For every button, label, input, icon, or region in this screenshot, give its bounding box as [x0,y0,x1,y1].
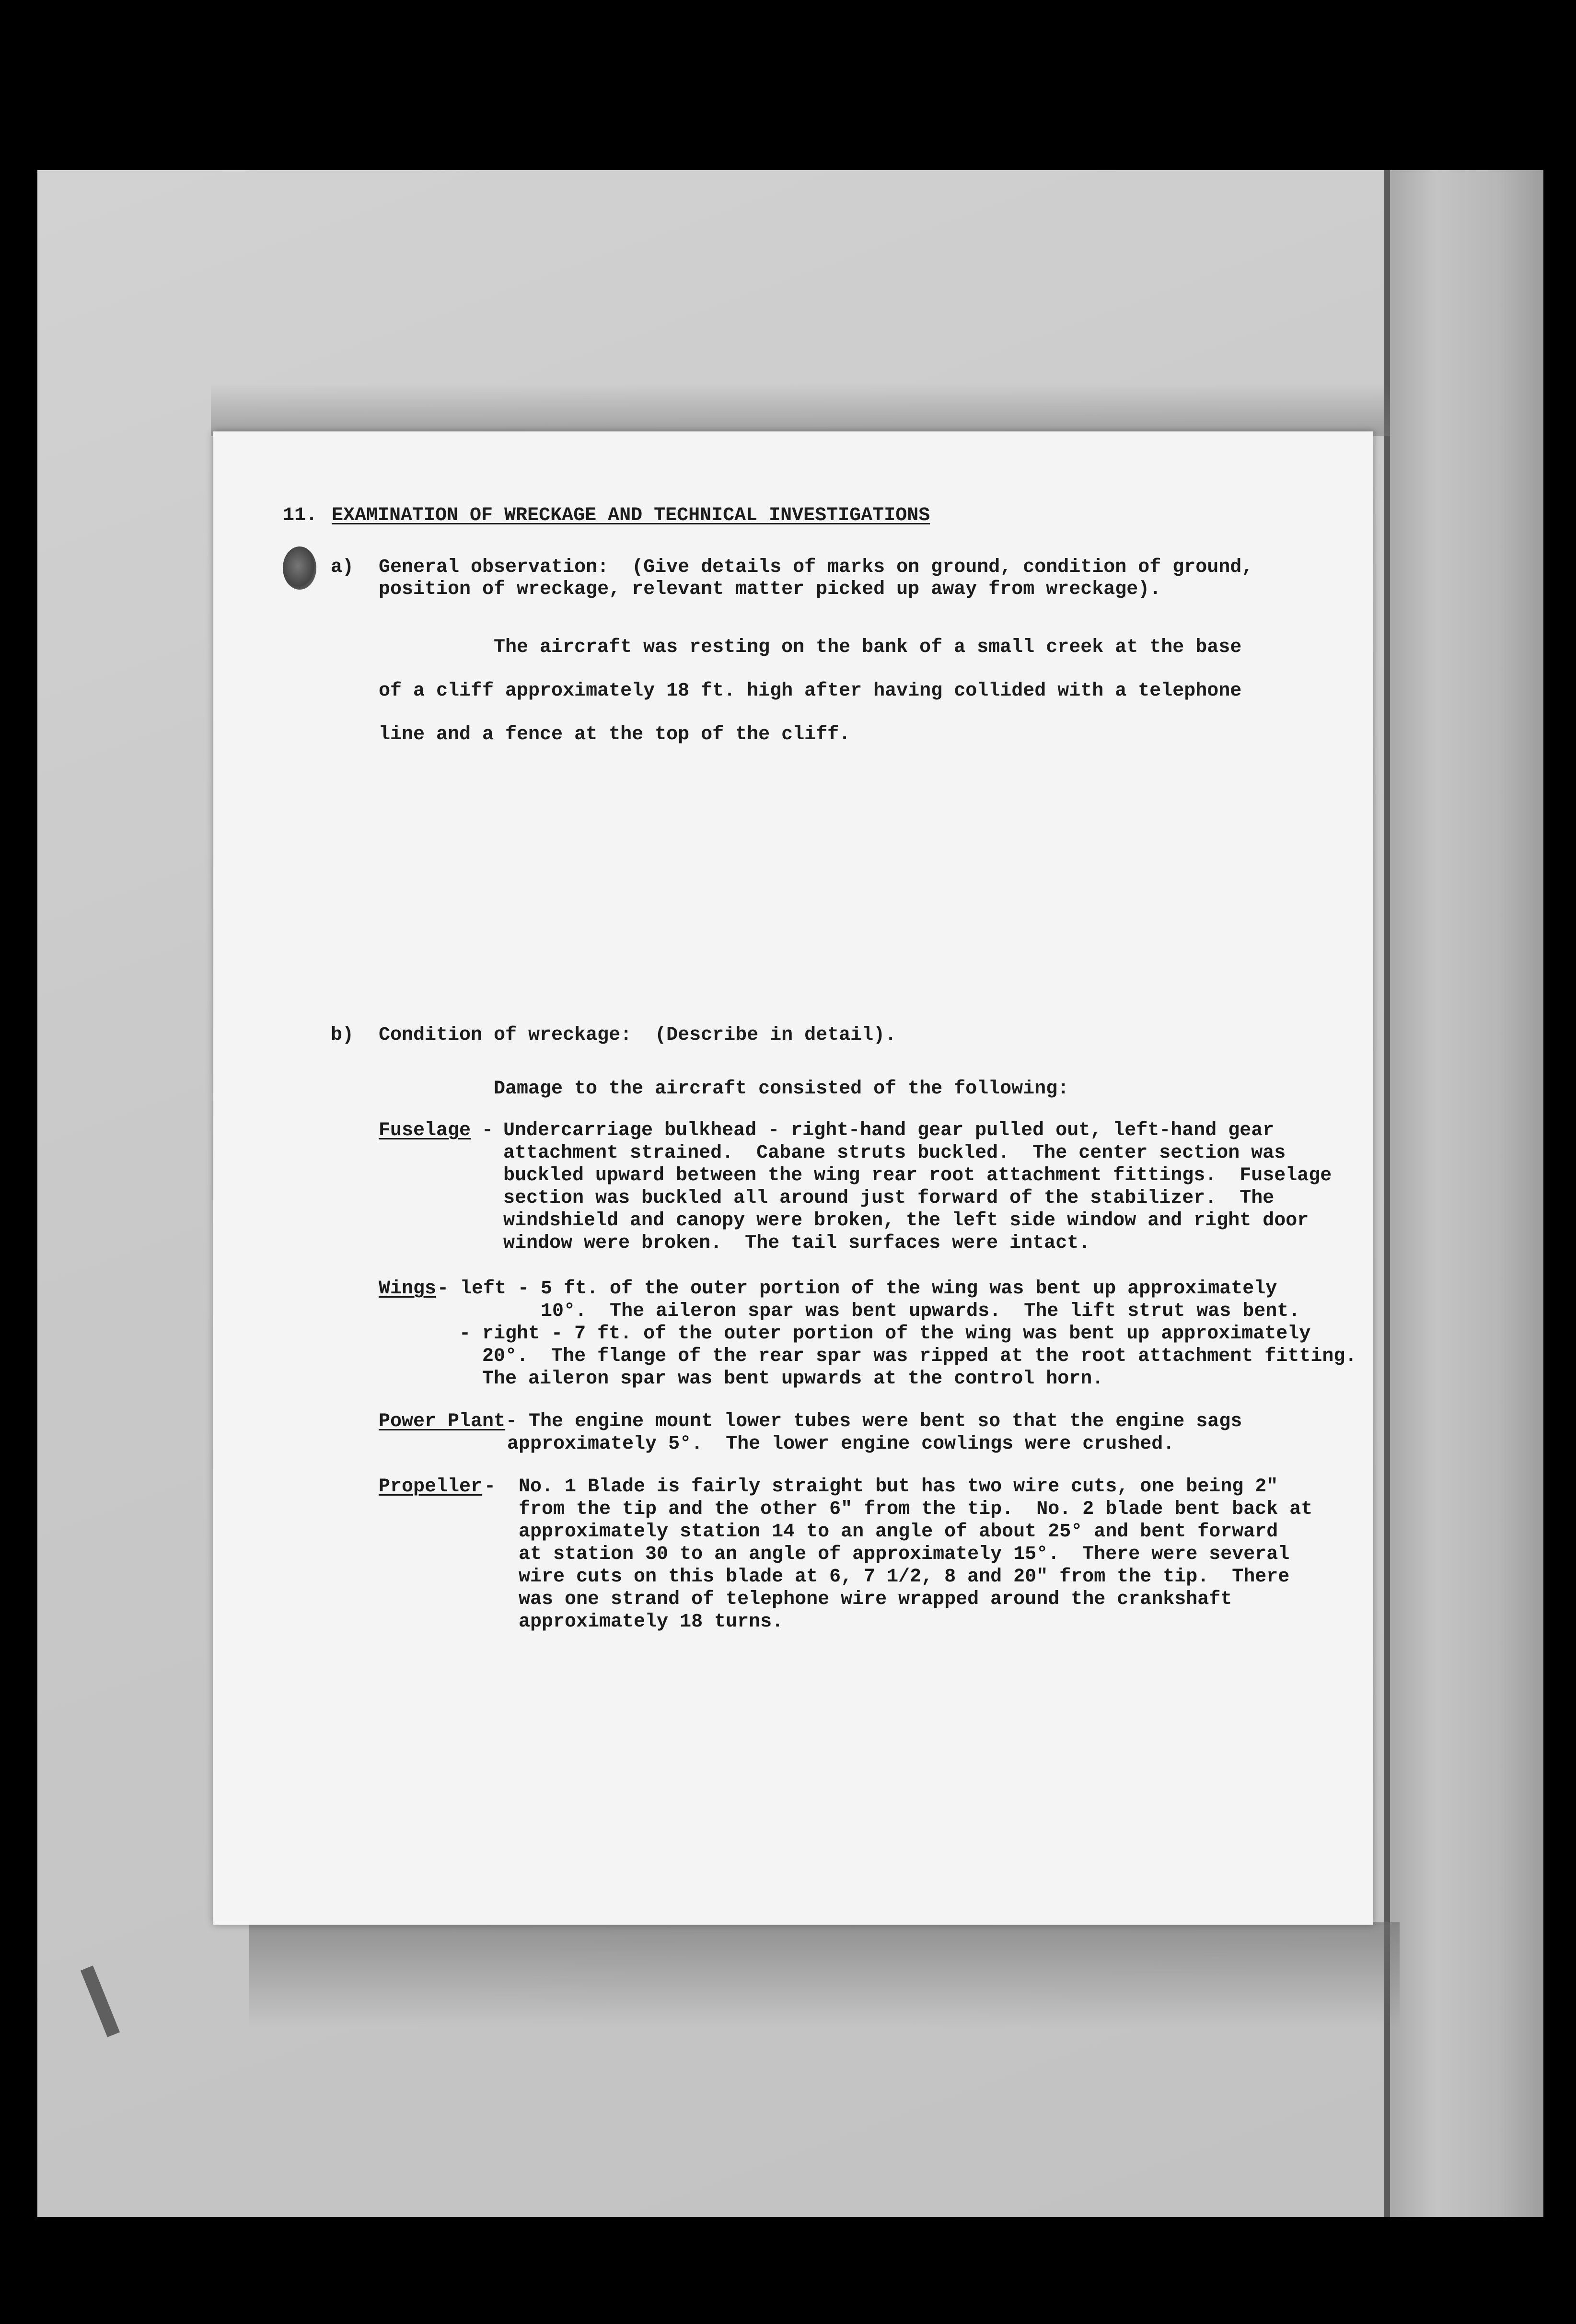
section-b-prompt: Condition of wreckage: (Describe in detail). [379,1024,897,1046]
section-a-body-line2: of a cliff approximately 18 ft. high after having collided with a telephone [379,680,1242,702]
page-title: EXAMINATION OF WRECKAGE AND TECHNICAL INVESTIGATIONS [332,505,930,526]
wings-category: Wings [379,1278,437,1300]
wings-line: 20°. The flange of the rear spar was ripped at the root attachment fitting. [379,1346,1357,1367]
propeller-line: approximately station 14 to an angle of about 25° and bent forward [484,1521,1278,1543]
fuselage-line: buckled upward between the wing rear root attachment fittings. Fuselage [503,1165,1332,1186]
section-a-body-line1: The aircraft was resting on the bank of a small creek at the base [494,637,1242,658]
propeller-line: from the tip and the other 6" from the tip. No. 2 blade bent back at [484,1499,1313,1520]
section-b-intro: Damage to the aircraft consisted of the following: [494,1078,1069,1100]
punch-hole [283,546,316,590]
fuselage-category: Fuselage [379,1120,471,1141]
wings-line: The aileron spar was bent upwards at the control horn. [379,1368,1104,1390]
propeller-category: Propeller [379,1476,483,1498]
wings-line: - left - 5 ft. of the outer portion of the wing was bent up approximately [437,1278,1277,1300]
wings-line: 10°. The aileron spar was bent upwards. The lift strut was bent. [437,1301,1300,1322]
power-plant-line: - The engine mount lower tubes were bent so that the engine sags [506,1411,1242,1432]
section-a-prompt-line2: position of wreckage, relevant matter picked up away from wreckage). [379,579,1161,600]
propeller-line: at station 30 to an angle of approximately 15°. There were several [484,1544,1290,1565]
fuselage-line: attachment strained. Cabane struts buckled. The center section was [503,1142,1286,1164]
section-b-label: b) [331,1024,354,1046]
propeller-line: wire cuts on this blade at 6, 7 1/2, 8 and 20" from the tip. There [484,1566,1290,1588]
section-a-prompt-line1: General observation: (Give details of marks on ground, condition of ground, [379,557,1253,578]
fuselage-line: windshield and canopy were broken, the left side window and right door [503,1210,1309,1232]
paper-shadow-top [211,383,1390,436]
binding-strip [1390,170,1543,2217]
section-a-body-line3: line and a fence at the top of the cliff. [379,724,851,745]
fuselage-line: Undercarriage bulkhead - right-hand gear pulled out, left-hand gear [503,1120,1275,1141]
propeller-line: was one strand of telephone wire wrapped around the crankshaft [484,1589,1232,1610]
wings-line: - right - 7 ft. of the outer portion of the wing was bent up approximately [379,1323,1311,1345]
fuselage-line: window were broken. The tail surfaces were intact. [503,1232,1090,1254]
propeller-line: approximately 18 turns. [484,1611,784,1633]
section-a-label: a) [331,557,354,578]
fuselage-line: section was buckled all around just forward of the stabilizer. The [503,1187,1275,1209]
heading-number: 11. [283,505,318,526]
paper-shadow-bottom [249,1922,1400,2028]
power-plant-category: Power Plant [379,1411,506,1432]
propeller-line: - No. 1 Blade is fairly straight but has two wire cuts, one being 2" [484,1476,1278,1498]
power-plant-line: approximately 5°. The lower engine cowlings were crushed. [484,1433,1175,1455]
fuselage-dash: - [482,1120,494,1141]
